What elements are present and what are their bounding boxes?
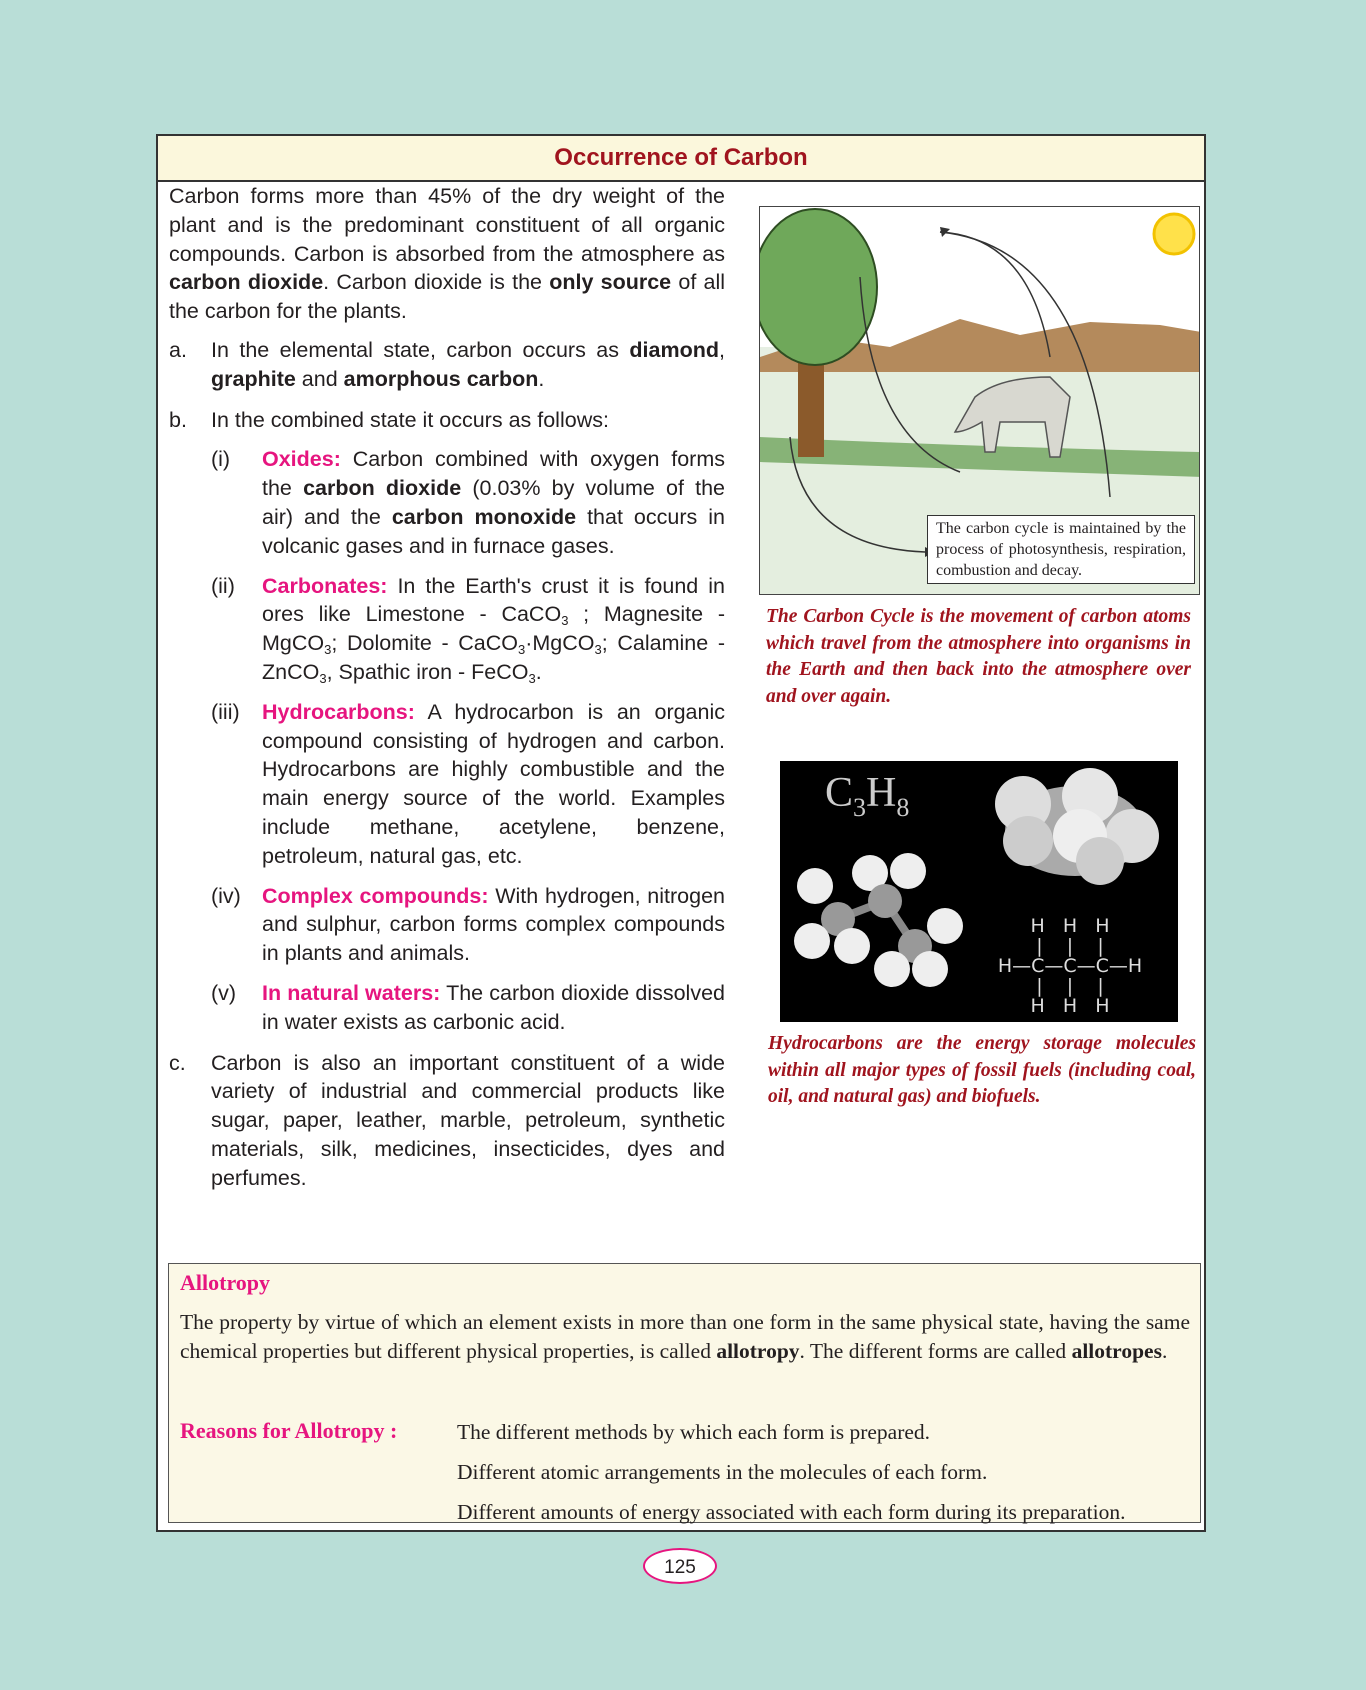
sub-item-carbonates: (ii) Carbonates: In the Earth's crust it is found in ores like Limestone - CaCO$_3$ ; Magnesite - MgCO$_3$; Dolomite - CaCO$_3$·MgCO$_3$; Calamine - ZnCO$_3$, Spathic iron - FeCO$_3$. bbox=[211, 573, 726, 686]
item-b: b. In the combined state it occurs as follows: bbox=[169, 407, 609, 432]
carbon-cycle-note: The carbon cycle is maintained by the process of photosynthesis, respiration, combustion and decay. bbox=[927, 515, 1195, 584]
carbon-cycle-caption: The Carbon Cycle is the movement of carbon atoms which travel from the atmosphere into organisms in the Earth and then back into the atmosphere over and over again. bbox=[766, 606, 1191, 707]
intro-paragraph: Carbon forms more than 45% of the dry weight of the plant and is the predominant constituent of all organic compounds. Carbon is absorbed from the atmosphere as carbon dioxide. Carbon dioxide is the only source of all the carbon for the plants. bbox=[169, 184, 726, 324]
sub-item-hydrocarbons: (iii) Hydrocarbons: A hydrocarbon is an organic compound consisting of hydrogen and carbon. Hydrocarbons are highly combustible and the main energy source of the world. Examples include methane, acetylene, benzene, petroleum, natural gas, etc. bbox=[211, 699, 725, 868]
sub-item-natural-waters: (v) In natural waters: The carbon dioxide dissolved in water exists as carbonic acid. bbox=[211, 980, 725, 1034]
reason-item: The different methods by which each form is prepared. bbox=[457, 1420, 931, 1444]
hydrocarbons-caption: Hydrocarbons are the energy storage molecules within all major types of fossil fuels (including coal, oil, and natural gas) and biofuels. bbox=[768, 1033, 1196, 1107]
tree-crown bbox=[760, 209, 877, 365]
ball-and-stick-model bbox=[794, 853, 963, 987]
allotropy-heading: Allotropy bbox=[180, 1270, 271, 1295]
sub-item-complex-compounds: (iv) Complex compounds: With hydrogen, nitrogen and sulphur, carbon forms complex compounds in plants and animals. bbox=[211, 883, 725, 966]
main-text-column bbox=[169, 182, 725, 1193]
item-a: a. In the elemental state, carbon occurs as diamond, graphite and amorphous carbon. bbox=[169, 337, 725, 391]
section-title: Occurrence of Carbon bbox=[158, 136, 1204, 182]
allotropy-definition: The property by virtue of which an element exists in more than one form in the same physical state, having the same chemical properties but different physical properties, is called allotropy. The different forms are called allotropes. bbox=[180, 1310, 1190, 1363]
page-number: 125 bbox=[643, 1548, 717, 1584]
carbon-cycle-illustration bbox=[759, 206, 1200, 595]
allotropy-box bbox=[168, 1263, 1201, 1523]
structural-formula: H H H | | | H—C—C—C—H | | | H H H bbox=[997, 915, 1143, 1017]
sub-item-oxides: (i) Oxides: Carbon combined with oxygen forms the carbon dioxide (0.03% by volume of the air) and the carbon monoxide that occurs in volcanic gases and in furnace gases. bbox=[211, 447, 725, 558]
reason-item: Different atomic arrangements in the molecules of each form. bbox=[457, 1460, 988, 1484]
propane-molecule-image bbox=[780, 761, 1178, 1022]
space-filling-model bbox=[995, 768, 1159, 885]
sun-icon bbox=[1154, 214, 1194, 254]
item-c: c. Carbon is also an important constituent of a wide variety of industrial and commercial products like sugar, paper, leather, marble, petroleum, synthetic materials, silk, medicines, insecticides, dyes and perfumes. bbox=[169, 1050, 725, 1190]
reason-item: Different amounts of energy associated with each form during its preparation. bbox=[457, 1500, 1126, 1524]
reasons-heading: Reasons for Allotropy : bbox=[180, 1418, 398, 1443]
propane-formula: $C_3H_8$ bbox=[825, 770, 910, 822]
page-frame bbox=[156, 134, 1206, 1532]
